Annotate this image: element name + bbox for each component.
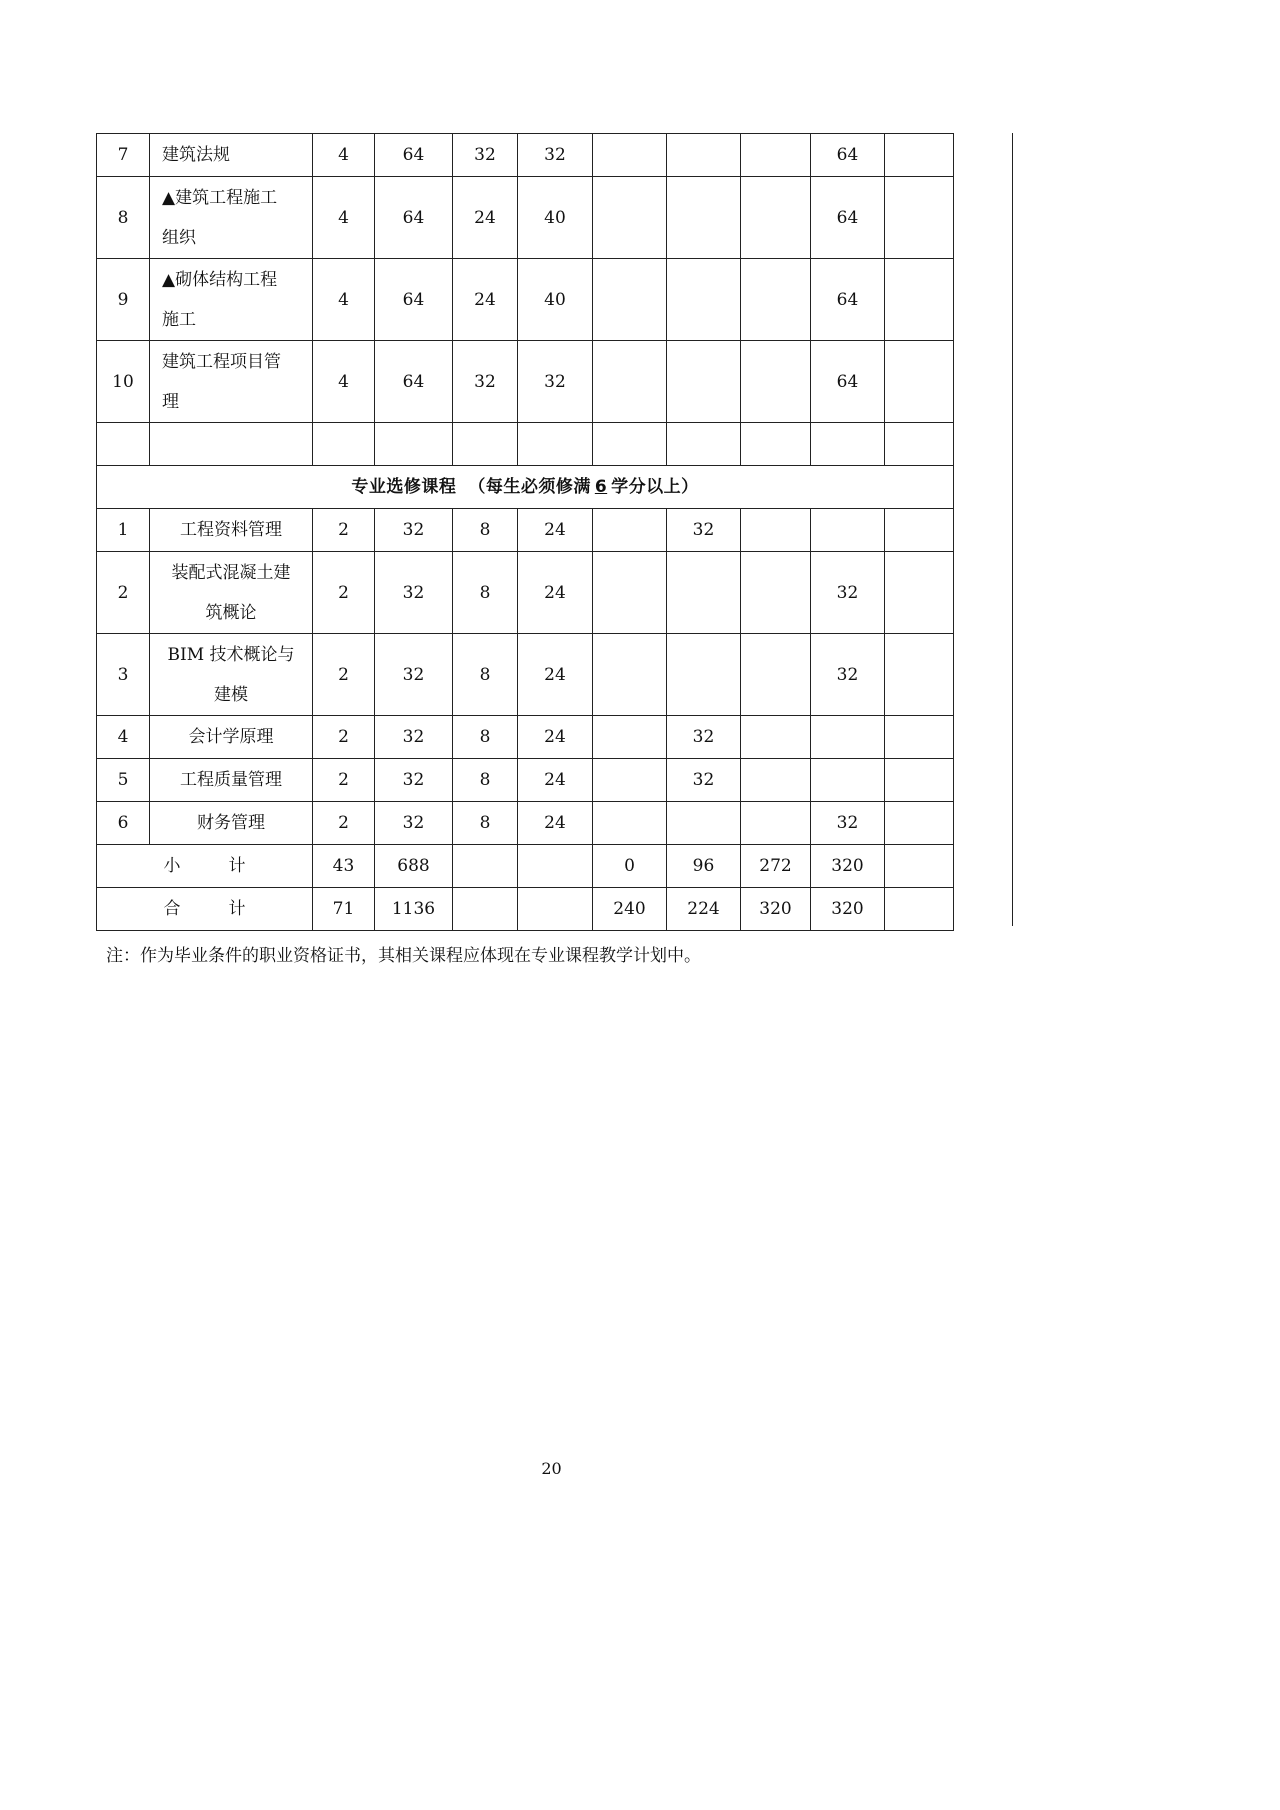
cell-practice — [518, 845, 593, 888]
cell-s2 — [667, 552, 741, 634]
cell-s4 — [811, 716, 885, 759]
cell-hours: 64 — [375, 177, 453, 259]
cell-s2 — [667, 177, 741, 259]
course-name-line: 施工 — [162, 309, 196, 330]
course-name-line: 工程资料管理 — [180, 520, 282, 540]
cell-s3: 320 — [741, 888, 811, 931]
page-number: 20 — [541, 1459, 562, 1478]
course-number-cell: 2 — [97, 552, 150, 634]
cell-s3 — [741, 509, 811, 552]
empty-cell — [811, 423, 885, 466]
cell-s1: 240 — [593, 888, 667, 931]
cell-s1 — [593, 552, 667, 634]
cell-theory — [453, 845, 518, 888]
course-name-line: ▲建筑工程施工 — [162, 187, 278, 208]
cell-practice: 24 — [518, 759, 593, 802]
empty-cell — [667, 423, 741, 466]
course-number-cell: 3 — [97, 634, 150, 716]
cell-theory: 8 — [453, 759, 518, 802]
course-name-cell — [150, 177, 313, 259]
cell-hours: 64 — [375, 341, 453, 423]
cell-remark — [885, 341, 954, 423]
cell-s3 — [741, 634, 811, 716]
cell-credits: 4 — [313, 259, 375, 341]
cell-theory: 8 — [453, 634, 518, 716]
section-title: 专业选修课程 — [351, 477, 457, 497]
cell-practice: 24 — [518, 716, 593, 759]
cell-s3: 272 — [741, 845, 811, 888]
label-char: 计 — [228, 899, 246, 919]
table-row — [97, 134, 954, 177]
empty-cell — [741, 423, 811, 466]
subtotal-row — [97, 845, 954, 888]
empty-cell — [885, 423, 954, 466]
cell-s4: 64 — [811, 259, 885, 341]
course-name-line: 建模 — [214, 684, 248, 705]
elective-section-header — [97, 466, 954, 509]
footnote: 注：作为毕业条件的职业资格证书，其相关课程应体现在专业课程教学计划中。 — [106, 946, 701, 966]
cell-s3 — [741, 802, 811, 845]
empty-cell — [313, 423, 375, 466]
course-number-cell: 4 — [97, 716, 150, 759]
cell-practice: 40 — [518, 177, 593, 259]
course-number-cell: 9 — [97, 259, 150, 341]
table-row — [97, 759, 954, 802]
cell-s4 — [811, 759, 885, 802]
empty-cell — [150, 423, 313, 466]
cell-practice: 24 — [518, 509, 593, 552]
course-name-line: 理 — [162, 391, 179, 412]
course-name-cell — [150, 759, 313, 802]
cell-theory: 8 — [453, 716, 518, 759]
course-number-cell: 5 — [97, 759, 150, 802]
empty-cell — [375, 423, 453, 466]
cell-s2: 32 — [667, 759, 741, 802]
table-row — [97, 177, 954, 259]
cell-s1 — [593, 177, 667, 259]
table-body — [97, 134, 954, 931]
course-name-cell — [150, 552, 313, 634]
cell-remark — [885, 509, 954, 552]
course-name-line: 装配式混凝土建 — [171, 562, 291, 583]
course-name-cell — [150, 802, 313, 845]
cell-hours: 32 — [375, 509, 453, 552]
course-name-line: ▲砌体结构工程 — [162, 269, 278, 290]
course-name-line: 财务管理 — [197, 813, 265, 833]
cell-practice: 32 — [518, 134, 593, 177]
cell-practice: 40 — [518, 259, 593, 341]
cell-s1 — [593, 634, 667, 716]
cell-credits: 4 — [313, 134, 375, 177]
cell-hours: 1136 — [375, 888, 453, 931]
cell-s4: 64 — [811, 341, 885, 423]
cell-s2: 32 — [667, 716, 741, 759]
cell-remark — [885, 716, 954, 759]
cell-remark — [885, 888, 954, 931]
empty-cell — [97, 423, 150, 466]
cell-s1 — [593, 802, 667, 845]
cell-credits: 4 — [313, 177, 375, 259]
cell-s3 — [741, 134, 811, 177]
course-name-cell — [150, 634, 313, 716]
cell-credits: 2 — [313, 552, 375, 634]
cell-s1 — [593, 759, 667, 802]
cell-hours: 32 — [375, 759, 453, 802]
course-number-cell: 10 — [97, 341, 150, 423]
course-name-cell — [150, 716, 313, 759]
cell-s2: 224 — [667, 888, 741, 931]
cell-hours: 32 — [375, 802, 453, 845]
table-row — [97, 716, 954, 759]
cell-remark — [885, 759, 954, 802]
cell-practice: 24 — [518, 802, 593, 845]
empty-cell — [593, 423, 667, 466]
cell-hours: 32 — [375, 634, 453, 716]
course-plan-table — [96, 133, 954, 931]
course-name-line: 筑概论 — [205, 602, 257, 623]
total-row — [97, 888, 954, 931]
cell-remark — [885, 177, 954, 259]
cell-s3 — [741, 259, 811, 341]
cell-s2 — [667, 802, 741, 845]
table-row — [97, 259, 954, 341]
course-name-cell — [150, 259, 313, 341]
cell-s3 — [741, 552, 811, 634]
course-number-cell: 1 — [97, 509, 150, 552]
cell-credits: 2 — [313, 759, 375, 802]
cell-s1 — [593, 259, 667, 341]
cell-credits: 2 — [313, 509, 375, 552]
cell-credits: 71 — [313, 888, 375, 931]
cell-s4: 64 — [811, 134, 885, 177]
cell-theory: 24 — [453, 259, 518, 341]
cell-credits: 4 — [313, 341, 375, 423]
cell-remark — [885, 134, 954, 177]
course-name-line: 工程质量管理 — [180, 770, 282, 790]
cell-remark — [885, 259, 954, 341]
cell-s1 — [593, 716, 667, 759]
section-requirement-suffix: 学分以上） — [611, 477, 699, 497]
cell-s4 — [811, 509, 885, 552]
section-requirement-number: 6 — [594, 477, 608, 497]
cell-theory: 24 — [453, 177, 518, 259]
cell-hours: 64 — [375, 134, 453, 177]
cell-s2: 96 — [667, 845, 741, 888]
section-header-row — [97, 466, 954, 509]
course-number-cell: 7 — [97, 134, 150, 177]
cell-remark — [885, 802, 954, 845]
cell-theory: 32 — [453, 134, 518, 177]
cell-s1: 0 — [593, 845, 667, 888]
table-row — [97, 634, 954, 716]
cell-theory: 32 — [453, 341, 518, 423]
cell-s4: 64 — [811, 177, 885, 259]
cell-s2 — [667, 259, 741, 341]
cell-remark — [885, 552, 954, 634]
cell-credits: 2 — [313, 634, 375, 716]
cell-theory: 8 — [453, 802, 518, 845]
section-requirement-prefix: （每生必须修满 — [468, 477, 591, 497]
cell-remark — [885, 634, 954, 716]
cell-hours: 32 — [375, 552, 453, 634]
table-row — [97, 552, 954, 634]
course-name-line: 会计学原理 — [188, 727, 274, 747]
cell-credits: 43 — [313, 845, 375, 888]
cell-credits: 2 — [313, 716, 375, 759]
cell-hours: 688 — [375, 845, 453, 888]
empty-cell — [518, 423, 593, 466]
cell-s3 — [741, 177, 811, 259]
empty-cell — [453, 423, 518, 466]
cell-theory: 8 — [453, 509, 518, 552]
cell-s2 — [667, 634, 741, 716]
cell-s4: 320 — [811, 888, 885, 931]
cell-theory: 8 — [453, 552, 518, 634]
course-name-line: 建筑工程项目管 — [162, 351, 281, 372]
cell-s2: 32 — [667, 509, 741, 552]
cell-remark — [885, 845, 954, 888]
cell-credits: 2 — [313, 802, 375, 845]
course-name-line: 建筑法规 — [162, 145, 230, 165]
table-right-rule — [1012, 133, 1013, 926]
cell-s1 — [593, 341, 667, 423]
label-char: 小 — [163, 856, 181, 876]
subtotal-row-label — [97, 845, 313, 888]
cell-practice: 32 — [518, 341, 593, 423]
cell-hours: 64 — [375, 259, 453, 341]
cell-hours: 32 — [375, 716, 453, 759]
course-name-cell — [150, 341, 313, 423]
cell-s4: 32 — [811, 634, 885, 716]
cell-s3 — [741, 341, 811, 423]
label-char: 合 — [163, 899, 181, 919]
cell-practice: 24 — [518, 634, 593, 716]
course-number-cell: 8 — [97, 177, 150, 259]
cell-s3 — [741, 716, 811, 759]
empty-row — [97, 423, 954, 466]
cell-s4: 320 — [811, 845, 885, 888]
cell-s4: 32 — [811, 802, 885, 845]
cell-s2 — [667, 341, 741, 423]
course-name-cell — [150, 509, 313, 552]
label-char: 计 — [228, 856, 246, 876]
cell-s3 — [741, 759, 811, 802]
cell-theory — [453, 888, 518, 931]
cell-s1 — [593, 134, 667, 177]
table-row — [97, 802, 954, 845]
course-number-cell: 6 — [97, 802, 150, 845]
cell-practice — [518, 888, 593, 931]
table-row — [97, 341, 954, 423]
cell-s4: 32 — [811, 552, 885, 634]
course-name-line: 组织 — [162, 227, 196, 248]
course-name-line: BIM 技术概论与 — [167, 644, 295, 665]
total-row-label — [97, 888, 313, 931]
cell-s2 — [667, 134, 741, 177]
course-name-cell — [150, 134, 313, 177]
cell-s1 — [593, 509, 667, 552]
table-row — [97, 509, 954, 552]
cell-practice: 24 — [518, 552, 593, 634]
